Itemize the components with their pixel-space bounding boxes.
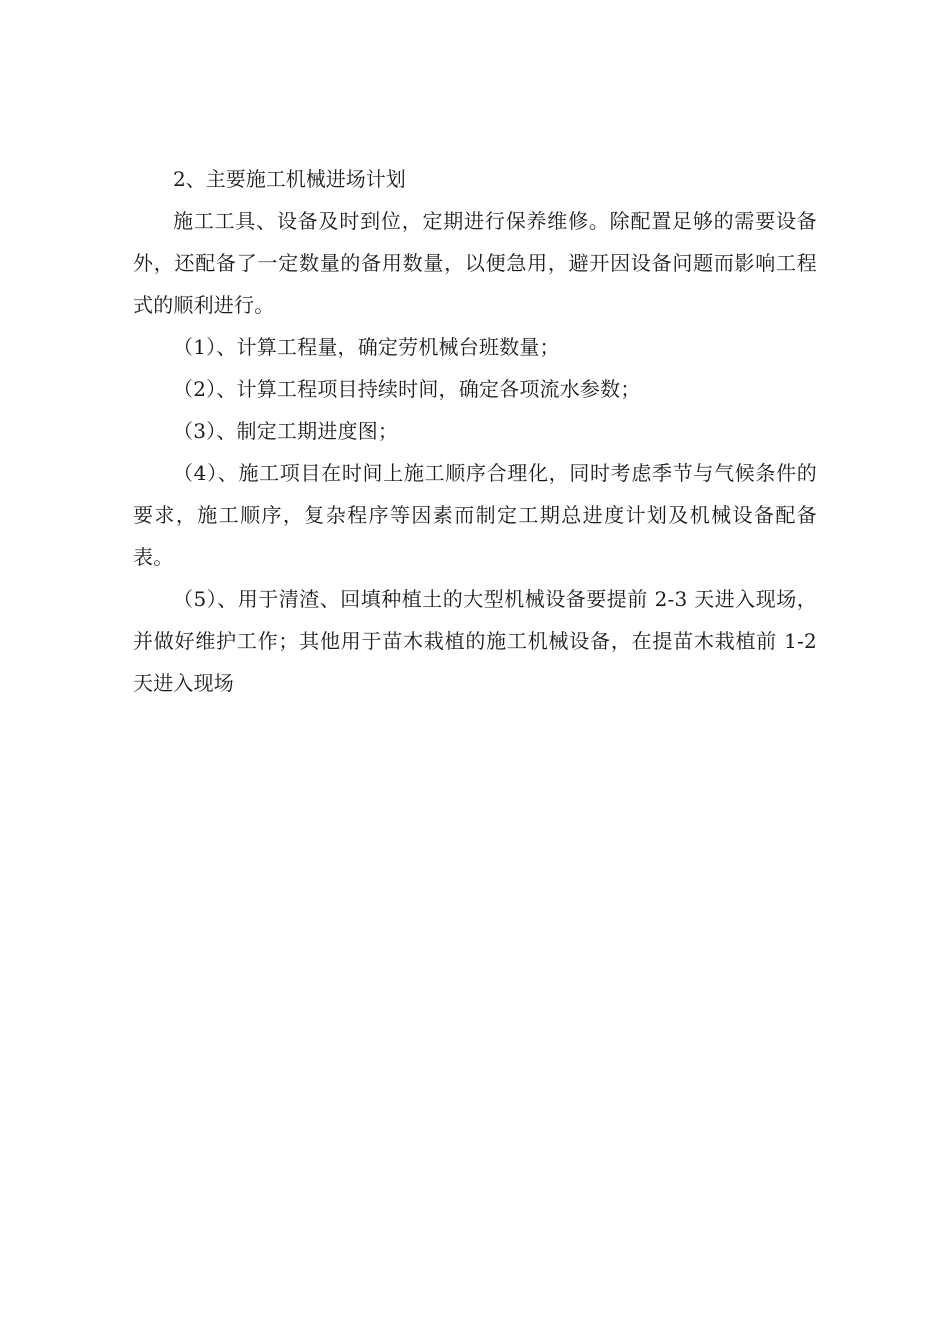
paragraph-item-1: （1）、计算工程量，确定劳机械台班数量； [173, 335, 560, 359]
paragraph-item-5: （5）、用于清渣、回填种植土的大型机械设备要提前 2-3 天进入现场，并做好维护工作；其他用于苗木栽植的施工机械设备，在提苗木栽植前 1-2 天进入现场 [133, 587, 817, 695]
paragraph-intro: 施工工具、设备及时到位，定期进行保养维修。除配置足够的需要设备外，还配备了一定数量的备用数量，以便急用，避开因设备问题而影响工程式的顺利进行。 [133, 209, 817, 317]
section-heading: 2、主要施工机械进场计划 [173, 167, 406, 191]
paragraph-item-2: （2）、计算工程项目持续时间，确定各项流水参数； [173, 377, 641, 401]
paragraph-item-3: （3）、制定工期进度图； [173, 419, 399, 443]
paragraph-item-4: （4）、施工项目在时间上施工顺序合理化，同时考虑季节与气候条件的要求，施工顺序，复杂程序等因素而制定工期总进度计划及机械设备配备表。 [133, 461, 817, 569]
document-body [133, 158, 817, 704]
